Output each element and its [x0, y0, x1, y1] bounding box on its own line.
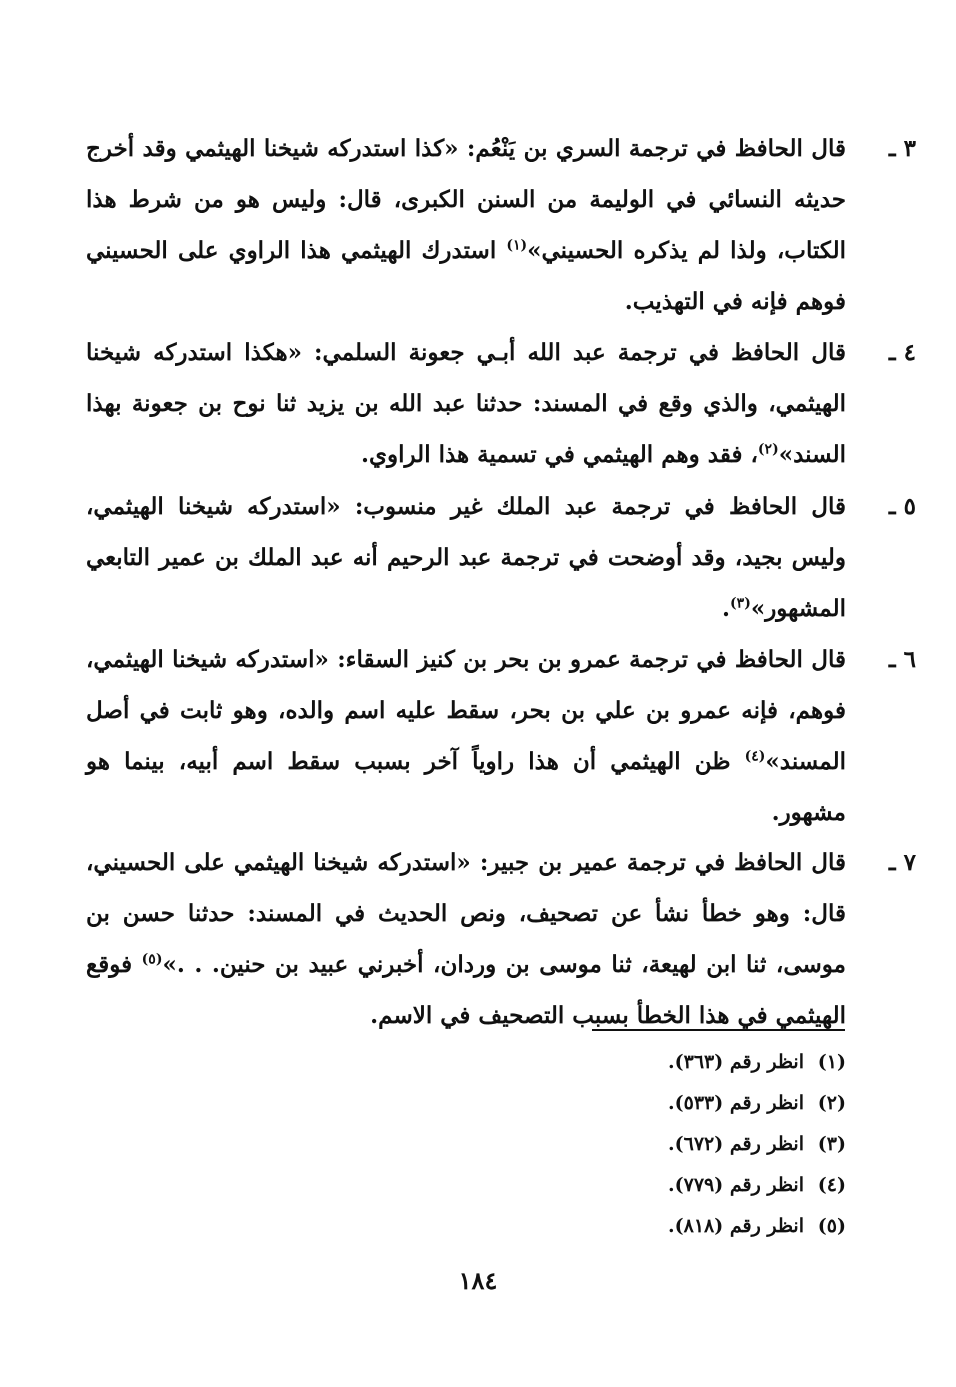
footnote-divider: [592, 1029, 845, 1031]
footnote-ref: (١): [506, 237, 528, 254]
entry-number: ٤ ـ: [888, 339, 916, 366]
footnote-item: [446, 1206, 846, 1247]
footnote-item: [446, 1165, 846, 1206]
footnote-ref: (٤): [744, 748, 766, 765]
entry-4: [86, 327, 916, 480]
entry-text: قال الحافظ في ترجمة عبد الله أبـي جعونة السلمي: «هكذا استدركه شيخنا الهيثمي، والذي وقع في المسند: حدثنا عبد الله بن يزيد ثنا نوح بن جعونة بهذا السند»: [86, 339, 846, 468]
footnote-text: انظر رقم (٧٧٩).: [668, 1174, 804, 1196]
entry-text-continued: فوقع الهيثمي في هذا الخطأ بسبب التصحيف في الاسم.: [86, 951, 846, 1029]
entry-6: [86, 634, 916, 838]
entry-5: [86, 481, 916, 634]
footnote-number: (٣): [817, 1133, 846, 1155]
footnote-ref: (٥): [141, 951, 163, 968]
footnote-ref: (٣): [730, 595, 751, 612]
footnote-item: [446, 1083, 846, 1124]
entry-number: ٧ ـ: [888, 849, 916, 876]
entry-text: قال الحافظ في ترجمة عبد الملك غير منسوب: «استدركه شيخنا الهيثمي، وليس بجيد، وقد أوضحت في ترجمة عبد الرحيم أنه عبد الملك بن عمير التابعي المشهور»: [86, 493, 846, 622]
page-number: ١٨٤: [458, 1266, 498, 1295]
footnote-number: (٢): [817, 1092, 846, 1114]
entry-text-continued: استدرك الهيثمي هذا الراوي على الحسيني فوهم فإنه في التهذيب.: [86, 237, 846, 315]
footnote-number: (٤): [817, 1174, 846, 1196]
footnotes-list: [446, 1042, 846, 1247]
footnote-text: انظر رقم (٨١٨).: [668, 1215, 804, 1237]
entry-number: ٣ ـ: [888, 135, 916, 162]
entry-text-continued: .: [722, 595, 731, 622]
footnote-number: (١): [817, 1051, 846, 1073]
footnote-item: [446, 1042, 846, 1083]
entry-text: قال الحافظ في ترجمة السري بن يَنْعُم: «كذا استدركه شيخنا الهيثمي وقد أخرج حديثه النسائي في الوليمة من السنن الكبرى، قال: وليس هو من شرط هذا الكتاب، ولذا لم يذكره الحسيني»: [86, 135, 846, 264]
entry-text: قال الحافظ في ترجمة عمرو بن بحر بن كنيز السقاء: «استدركه شيخنا الهيثمي، فوهم، فإنه عمرو بن علي بن بحر، سقط عليه اسم والده، وهو ثابت في أصل المسند»: [86, 646, 846, 775]
entry-text: قال الحافظ في ترجمة عمير بن جبير: «استدركه شيخنا الهيثمي على الحسيني، قال: وهو خطأ نشأ عن تصحيف، ونص الحديث في المسند: حدثنا حسن بن موسى، ثنا ابن لهيعة، ثنا موسى بن وردان، أخبرني عبيد بن حنين. . .»: [86, 849, 846, 978]
entry-3: [86, 123, 916, 327]
footnote-item: [446, 1124, 846, 1165]
entry-number: ٦ ـ: [888, 646, 916, 673]
footnote-number: (٥): [817, 1215, 846, 1237]
footnote-text: انظر رقم (٦٧٢).: [668, 1133, 804, 1155]
footnote-ref: (٢): [757, 441, 779, 458]
entry-number: ٥ ـ: [888, 493, 916, 520]
footnote-text: انظر رقم (٣٦٣).: [668, 1051, 804, 1073]
footnote-text: انظر رقم (٥٣٣).: [668, 1092, 804, 1114]
entry-text-continued: ظن الهيثمي أن هذا راوياً آخر بسبب سقط اسم أبيه، بينما هو مشهور.: [86, 748, 846, 826]
entry-7: [86, 837, 916, 1041]
entry-text-continued: ، فقد وهم الهيثمي في تسمية هذا الراوي.: [360, 441, 758, 468]
